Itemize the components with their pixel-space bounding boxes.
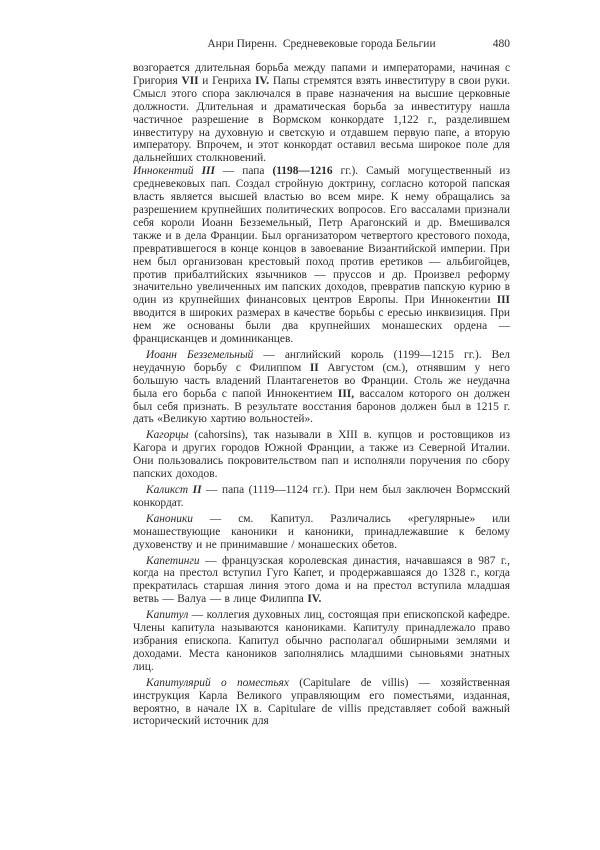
text-segment: (Capitulare de villis) — хозяйственная инструкция Карла Великого управляющим его поместьями, изданная, вероятно, в начале IX в. Capitulare de villis представляет собой важный исторический источник для	[133, 676, 511, 728]
text-segment: вводится в широких размерах в качестве борьбы с ересью инквизиция. При нем же основаны были два крупнейших монашеских ордена — францисканцев и доминиканцев.	[133, 307, 510, 346]
text-segment: — французская королевская династия, начавшаяся в 987 г., когда на престол вступил Гуго Капет, и продержавшаяся до 1328 г., когда прекратилась старшая линия этого дома и на престол вступила младшая ветвь — Валуа — в лице Филиппа	[133, 554, 510, 606]
text-segment: VII	[181, 74, 199, 87]
paragraph-investiture-continuation	[133, 62, 510, 165]
text-segment: (cahorsins), так называли в XIII в. купцов и ростовщиков из Кагора и других городов Южной Франции, а также из Северной Италии. Они пользовались покровительством пап и исполняли поручения по сбору папских доходов.	[133, 429, 510, 481]
text-segment: II	[309, 361, 319, 374]
text-segment: IV.	[255, 74, 270, 87]
entry-ioann-bezzemelny	[133, 349, 510, 426]
text-segment: — английский король (1199—1215 гг.). Вел неудачную борьбу с Филиппом	[133, 348, 510, 374]
entry-kalikst-ii	[133, 484, 510, 510]
page-body	[133, 62, 510, 728]
entry-kagortsy	[133, 429, 510, 481]
entry-kapitulyariy-o-pomestyakh	[133, 677, 510, 729]
entry-kanoniki	[133, 513, 510, 552]
text-segment: — коллегия духовных лиц, состоящая при епископской кафедре. Члены капитула называются канониками. Капитулу принадлежало право избрания епископа. Капитул обычно располагал обширными землями и доходами. Места каноников заполнялись младшими сыновьями знатных лиц.	[133, 609, 510, 673]
entry-innokentiy-iii	[133, 165, 510, 346]
text-segment: Папы стремятся взять инвеституру в свои руки. Смысл этого спора заключался в праве назначения на высшие церковные должности. Длительная и драматическая борьба за инвеституру нашла частичное разрешение в Вормском конкордате 1,122 г., разделившем инвеституру на духовную и светскую и отдавшем первую папе, а вторую императору. Впрочем, и этот конкордат оставил весьма широкое поле для дальнейших столкновений.	[133, 74, 510, 165]
entry-kapitul	[133, 609, 510, 674]
text-segment: Капитул	[146, 609, 189, 622]
text-segment: Иоанн Безземельный	[146, 348, 254, 361]
text-segment: Августом (см.), отнявшим у него большую часть владений Плантагенетов во Франции. Столь же неудачна была его борьба с папой Иннокентием	[133, 361, 510, 400]
text-segment: вассалом которого он должен был себя признать. В результате восстания баронов должен был в 1215 г. дать «Великую хартию вольностей».	[133, 387, 510, 426]
text-segment: и Генриха	[198, 74, 256, 87]
text-segment: — см. Капитул. Различались «регулярные» или монашествующие каноники и каноники, принадлежавшие к белому духовенству и не принимавшие / монашеских обетов.	[133, 512, 510, 551]
running-title: Анри Пиренн. Средневековые города Бельгии	[207, 38, 436, 50]
text-segment: Иннокентий	[133, 165, 202, 178]
text-segment: II	[192, 484, 202, 496]
text-segment: (1198—1216	[272, 165, 333, 178]
page-header	[133, 38, 510, 53]
text-segment: III,	[337, 387, 355, 400]
entry-kapetingi	[133, 555, 510, 607]
text-segment: гг.). Самый могущественный из средневековых пап. Создал стройную доктрину, согласно которой папская власть является высшей властью во всем мире. К нему обращались за разрешением крупнейших политических вопросов. Его вассалами признали себя короли Иоанн Безземельный, Петр Арагонский и др. Вмешивался также и в дела Франции. Был организатором четвертого крестового похода, превратившегося в конце концов в завоевание Византийской империи. При нем был организован крестовый поход против еретиков — альбигойцев, против прибалтийских язычников — пруссов и др. Произвел реформу значительно увеличенных им папских доходов, превратив папскую курию в один из крупнейших финансовых центров Европы. При Иннокентии	[133, 165, 511, 307]
text-segment: III	[496, 294, 510, 307]
text-segment: Каликст	[146, 484, 193, 496]
text-segment: IV.	[307, 593, 322, 606]
text-segment: Кагорцы	[146, 429, 189, 442]
text-segment: возгорается длительная борьба между папами и императорами, начиная с Григория	[133, 62, 510, 87]
text-segment: Каноники	[146, 512, 193, 525]
text-segment: — папа (1119—1124 гг.). При нем был заключен Вормсский конкордат.	[133, 484, 510, 509]
text-segment: III	[201, 165, 215, 178]
text-segment: — папа	[214, 165, 273, 178]
text-segment: Капитулярий о поместьях	[146, 676, 289, 689]
page-number: 480	[492, 38, 510, 50]
text-segment: Капетинги	[146, 554, 200, 567]
